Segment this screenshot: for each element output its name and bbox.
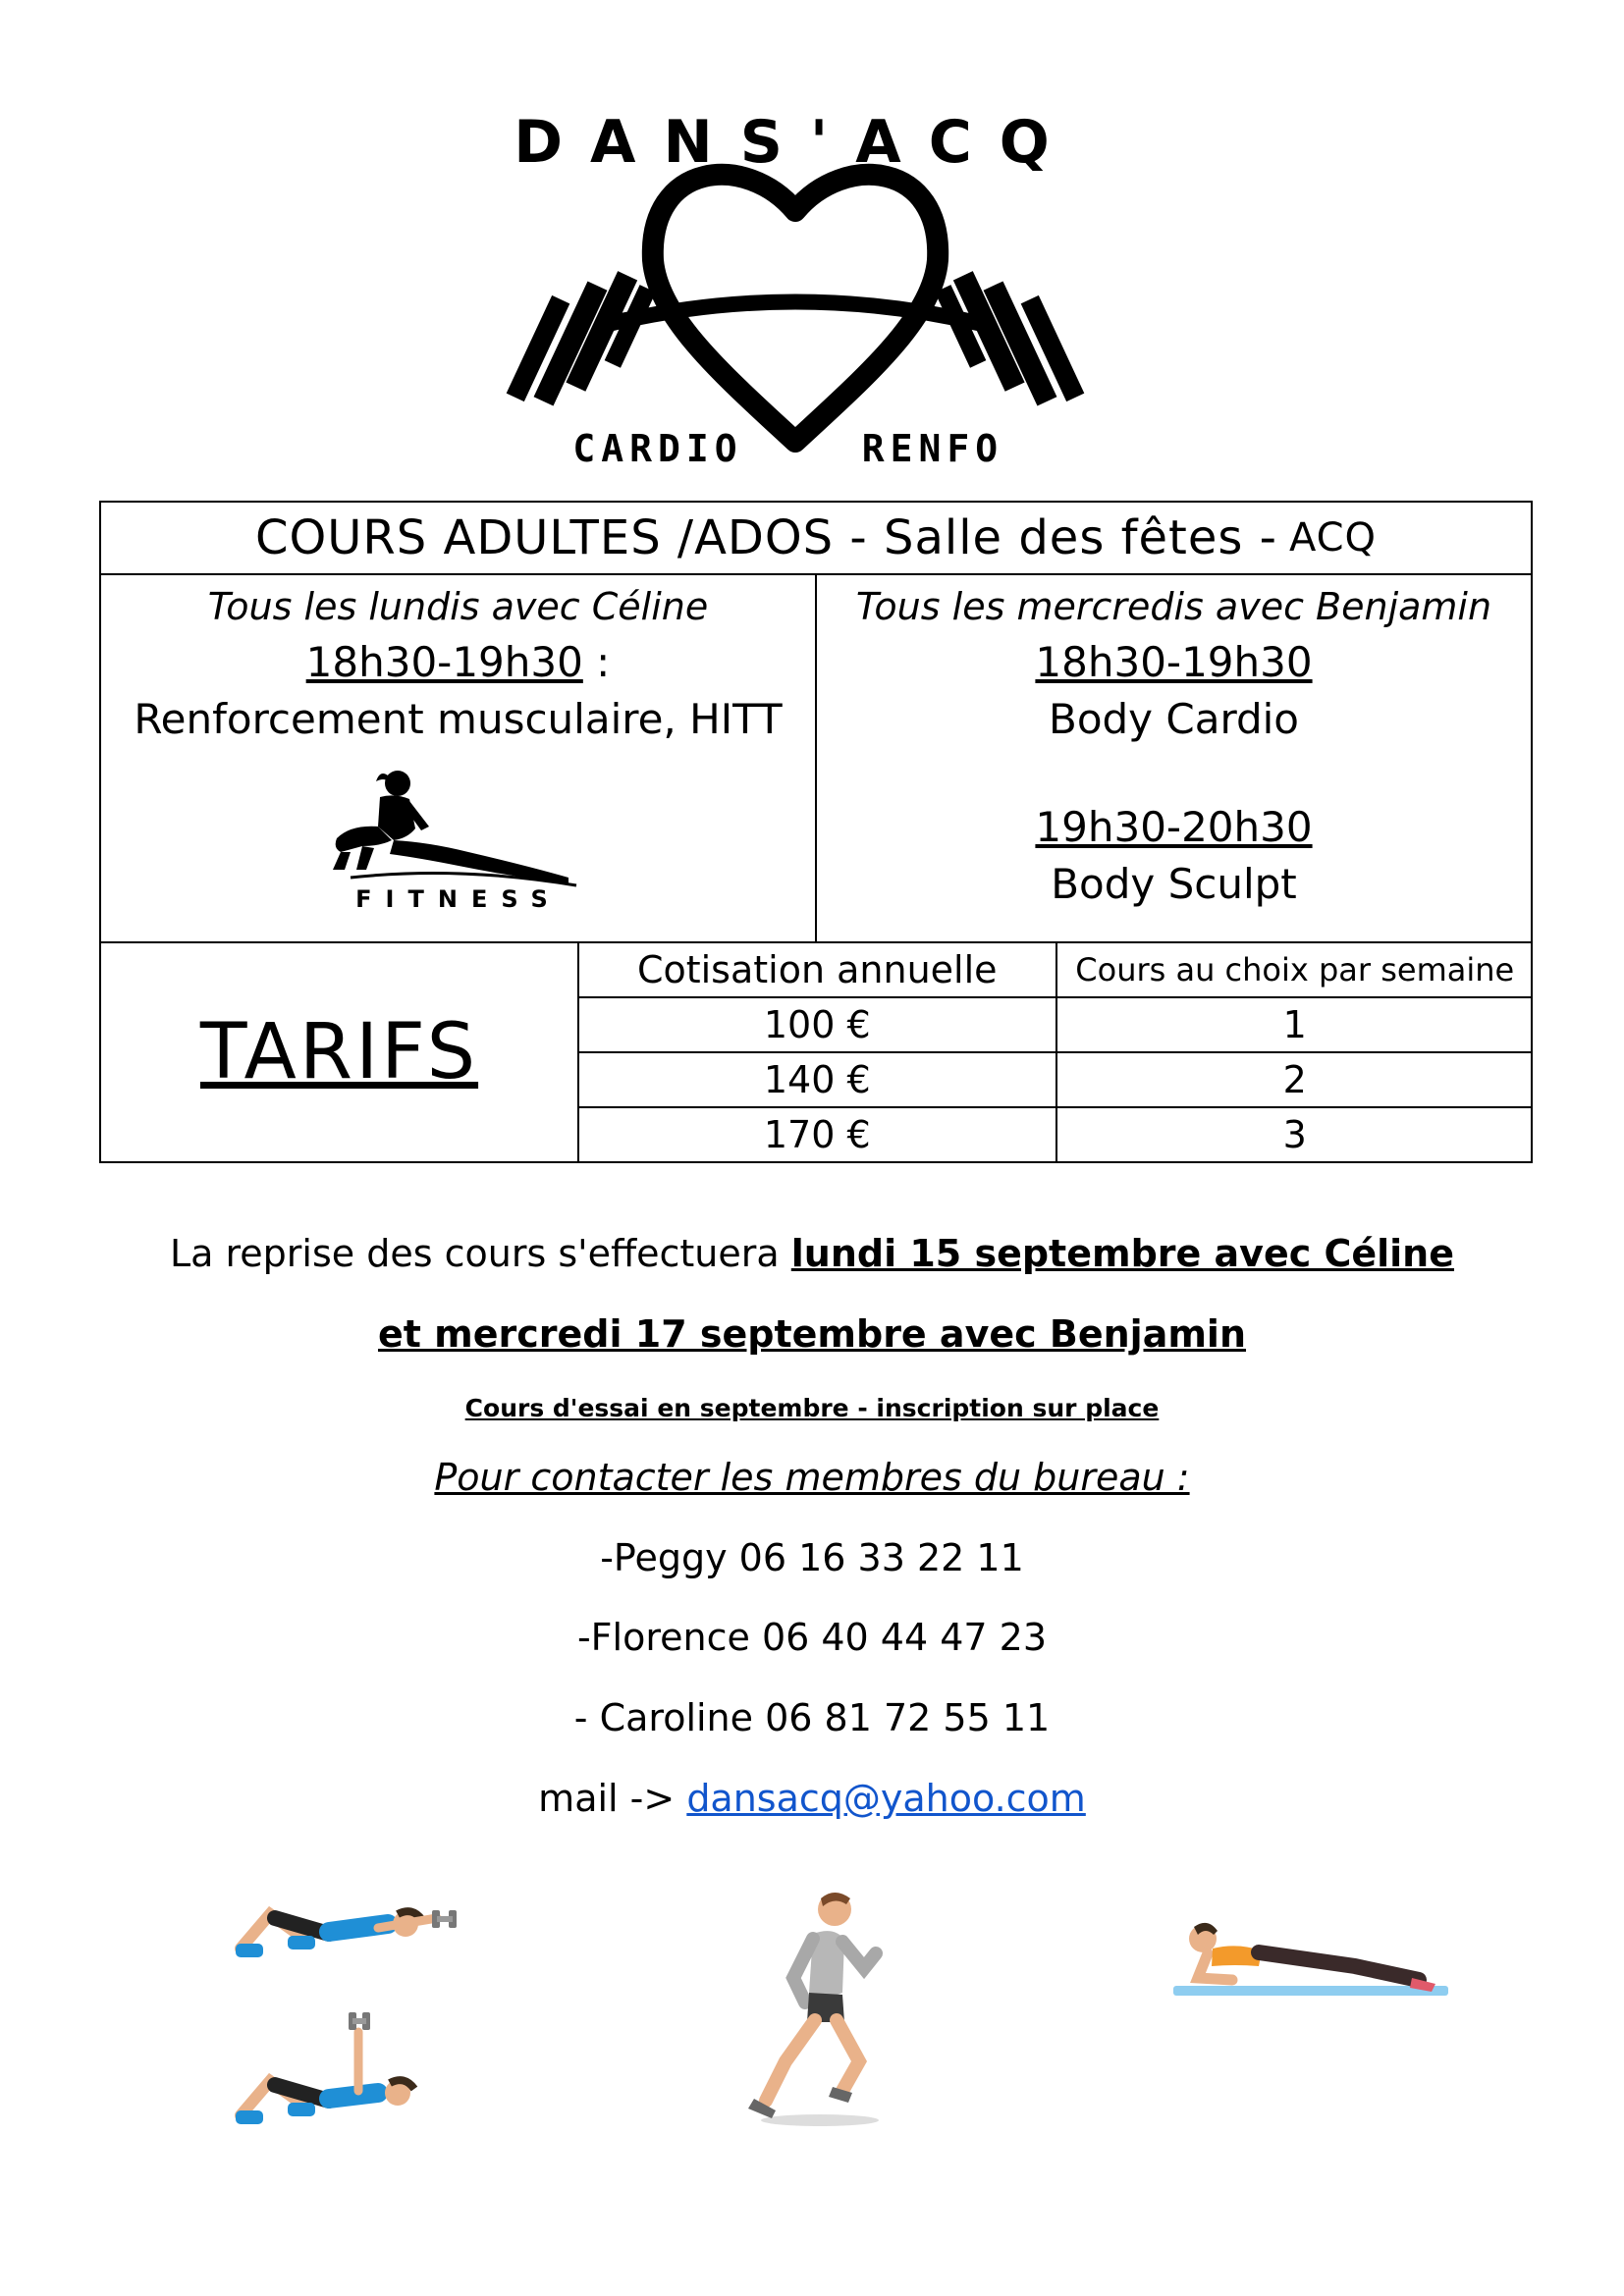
wednesday-column (817, 575, 1531, 941)
wednesday-slot-2-time: 19h30-20h30 (1035, 803, 1313, 851)
fitness-logo-text: FITNESS (354, 885, 562, 913)
table-row (579, 1107, 1533, 1161)
monday-time-suffix: : (582, 638, 611, 686)
contact-title: Pour contacter les membres du bureau : (434, 1456, 1190, 1499)
tarif-price: 170 € (579, 1107, 1056, 1161)
barbell-bar (609, 302, 982, 325)
monday-column (101, 575, 817, 941)
floor-press-woman-illustration-1 (231, 1885, 476, 1968)
tarifs-header-row (579, 943, 1533, 997)
plank-woman-illustration (1168, 1909, 1453, 2007)
reprise-prefix: La reprise des cours s'effectuera (169, 1232, 791, 1275)
wednesday-slot-1-desc: Body Cardio (1049, 695, 1299, 743)
wednesday-slot-2-desc: Body Sculpt (1051, 860, 1297, 908)
tarif-count: 2 (1056, 1052, 1534, 1107)
logo-top-text: DANS'ACQ (514, 108, 1077, 177)
tarif-count: 3 (1282, 1113, 1307, 1156)
tarifs-header-cotisation: Cotisation annuelle (579, 943, 1056, 997)
reprise-monday: lundi 15 septembre avec Céline (790, 1232, 1455, 1275)
logo-right-text: RENFO (861, 427, 1004, 470)
schedule-place: ACQ (1288, 515, 1378, 561)
tarifs-label-cell (101, 943, 579, 1161)
tarifs-label: TARIFS (199, 1008, 479, 1096)
wednesday-slot-1-time: 18h30-19h30 (1035, 638, 1313, 686)
monday-time: 18h30-19h30 (305, 638, 583, 686)
contact-caroline: - Caroline 06 81 72 55 11 (573, 1696, 1051, 1739)
tarifs-grid (579, 943, 1533, 1161)
barbell-right-plates-icon (935, 271, 1084, 405)
logo-left-text: CARDIO (572, 427, 743, 470)
tarifs-header-cours: Cours au choix par semaine (1056, 943, 1534, 997)
wednesday-teacher: Tous les mercredis avec Benjamin (855, 585, 1492, 628)
monday-teacher: Tous les lundis avec Céline (207, 585, 709, 628)
tarif-price: 100 € (579, 997, 1056, 1052)
trial-course-note: Cours d'essai en septembre - inscription sur place (464, 1394, 1160, 1422)
reprise-line-2: et mercredi 17 septembre avec Benjamin (377, 1312, 1247, 1356)
tarifs-table (99, 943, 1533, 1163)
schedule-header (101, 503, 1531, 575)
table-row (579, 997, 1533, 1052)
fitness-woman-icon (333, 771, 568, 883)
reprise-line-1 (0, 1232, 1624, 1275)
mail-link[interactable]: dansacq@yahoo.com (686, 1777, 1086, 1820)
contact-peggy: -Peggy 06 16 33 22 11 (600, 1536, 1024, 1579)
fitness-logo (311, 768, 606, 915)
mail-prefix: mail -> (538, 1777, 687, 1820)
tarif-count: 1 (1056, 997, 1534, 1052)
floor-press-woman-illustration-2 (231, 2002, 427, 2135)
table-row (579, 1052, 1533, 1107)
mail-line (0, 1777, 1624, 1820)
barbell-left-plates-icon (507, 271, 656, 405)
tarif-price: 140 € (579, 1052, 1056, 1107)
schedule-table (99, 501, 1533, 943)
dansacq-logo (481, 93, 1110, 486)
contact-florence: -Florence 06 40 44 47 23 (576, 1616, 1048, 1659)
monday-desc: Renforcement musculaire, HITT (134, 695, 783, 743)
running-man-illustration (727, 1885, 903, 2140)
schedule-title: COURS ADULTES /ADOS - Salle des fêtes - (254, 510, 1277, 565)
